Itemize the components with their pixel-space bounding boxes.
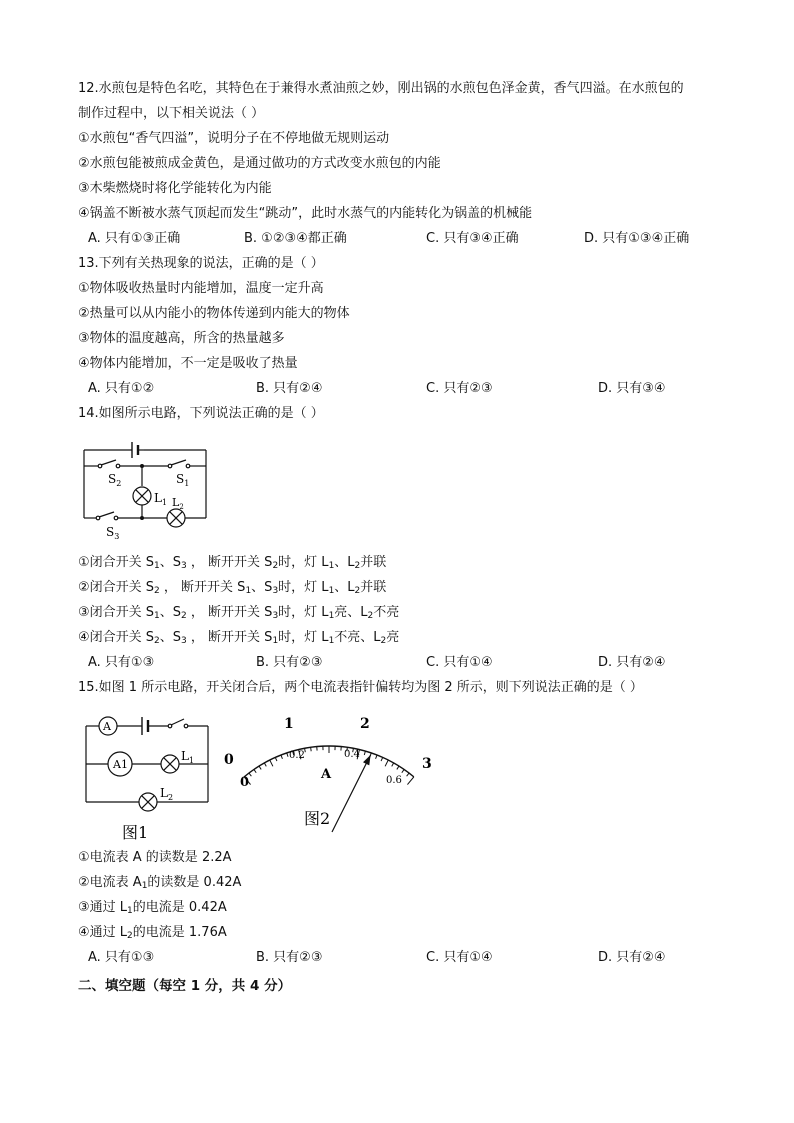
dial-label-bottom-2: 0.4	[344, 749, 360, 760]
s2-blade	[101, 460, 116, 465]
q12-stem-line1: 12.水煎包是特色名吃，其特色在于兼得水煮油煎之妙，刚出锅的水煎包色泽金黄，香气四溢。在水煎包的	[78, 81, 684, 96]
q14-options	[88, 654, 728, 672]
q13-statement-4: ④物体内能增加，不一定是吸收了热量	[78, 356, 298, 371]
dial-tick	[407, 777, 413, 785]
q15-option-d[interactable]: D. 只有②④	[598, 950, 666, 965]
dial-tick	[385, 760, 388, 766]
s1-blade	[171, 460, 186, 465]
q12-options	[88, 230, 728, 248]
junction-node	[140, 516, 144, 520]
l1-label: $L_1$	[154, 491, 168, 507]
q12-option-a[interactable]: A. 只有①③正确	[88, 231, 181, 246]
q15-statement-1: ①电流表 A 的读数是 2.2A	[78, 850, 232, 865]
q15-option-c[interactable]: C. 只有①④	[426, 950, 493, 965]
q12-statement-3: ③木柴燃烧时将化学能转化为内能	[78, 181, 272, 196]
q13-statement-1: ①物体吸收热量时内能增加，温度一定升高	[78, 281, 324, 296]
q12-statement-4: ④锅盖不断被水蒸气顶起而发生“跳动”，此时水蒸气的内能转化为锅盖的机械能	[78, 206, 533, 221]
q13-statement-3: ③物体的温度越高，所含的热量越多	[78, 331, 285, 346]
figure1-caption: 图1	[122, 823, 149, 842]
s1-label: $S_1$	[176, 472, 190, 488]
q14-option-a[interactable]: A. 只有①③	[88, 655, 155, 670]
q15-stem: 15.如图 1 所示电路，开关闭合后，两个电流表指针偏转均为图 2 所示，则下列说法正确的是（ ）	[78, 680, 643, 695]
dial-label-top-3: 3	[422, 756, 432, 772]
q12-stem-line2: 制作过程中，以下相关说法（ ）	[78, 106, 265, 121]
s3-blade	[99, 512, 114, 517]
q14-statement-4: ④闭合开关 $S_2$、$S_3$ ， 断开开关 $S_1$时，灯 $L_1$不亮、$L_2$亮	[78, 630, 400, 646]
q13-options	[88, 380, 728, 398]
q15-figure1-circuit	[80, 708, 220, 848]
q15-option-a[interactable]: A. 只有①③	[88, 950, 155, 965]
q12-statement-2: ②水煎包能被煎成金黄色，是通过做功的方式改变水煎包的内能	[78, 156, 441, 171]
q13-option-b[interactable]: B. 只有②④	[256, 381, 323, 396]
q14-circuit-diagram	[78, 432, 218, 544]
q15-statement-2: ②电流表 $A_1$的读数是 0.42A	[78, 875, 242, 891]
figure2-caption: 图2	[304, 809, 331, 828]
s1-contact	[186, 464, 190, 468]
q15-statement-4: ④通过 $L_2$的电流是 1.76A	[78, 925, 227, 941]
dial-needle	[332, 755, 371, 832]
l2-label: $L_2$	[172, 496, 184, 511]
q15-option-b[interactable]: B. 只有②③	[256, 950, 323, 965]
section-2-heading: 二、填空题（每空 1 分，共 4 分）	[78, 978, 292, 994]
l2-label: $L_2$	[160, 786, 174, 802]
s3-contact	[114, 516, 118, 520]
q13-statement-2: ②热量可以从内能小的物体传递到内能大的物体	[78, 306, 350, 321]
junction-node	[140, 464, 144, 468]
dial-tick	[270, 760, 273, 766]
dial-unit-label: A	[321, 767, 332, 782]
dial-label-top-0: 0	[224, 752, 234, 768]
q14-statement-3: ③闭合开关 $S_1$、$S_2$ ， 断开开关 $S_3$时，灯 $L_1$亮、$L_2$不亮	[78, 605, 400, 621]
q12-option-d[interactable]: D. 只有①③④正确	[584, 231, 690, 246]
q15-options	[88, 949, 728, 967]
q14-option-b[interactable]: B. 只有②③	[256, 655, 323, 670]
dial-needle-arrowhead	[363, 755, 371, 766]
dial-label-top-2: 2	[360, 716, 370, 732]
s2-label: $S_2$	[108, 472, 122, 488]
ammeter-a-label: A	[103, 720, 111, 733]
s3-label: $S_3$	[106, 525, 120, 541]
q14-option-d[interactable]: D. 只有②④	[598, 655, 666, 670]
q13-option-a[interactable]: A. 只有①②	[88, 381, 155, 396]
q14-statement-2: ②闭合开关 $S_2$ ， 断开开关 $S_1$、$S_3$时，灯 $L_1$、$L_2$并联	[78, 580, 387, 596]
q12-option-c[interactable]: C. 只有③④正确	[426, 231, 519, 246]
dial-label-bottom-1: 0.2	[289, 750, 305, 761]
ammeter-a1-label: A1	[113, 758, 128, 771]
q13-option-c[interactable]: C. 只有②③	[426, 381, 493, 396]
q12-statement-1: ①水煎包“香气四溢”，说明分子在不停地做无规则运动	[78, 131, 390, 146]
q15-figure2-ammeter-dial	[214, 708, 444, 838]
q14-option-c[interactable]: C. 只有①④	[426, 655, 493, 670]
q12-option-b[interactable]: B. ①②③④都正确	[244, 231, 347, 246]
dial-label-top-1: 1	[284, 716, 294, 732]
dial-label-bottom-3: 0.6	[386, 775, 402, 786]
l1-label: $L_1$	[181, 749, 195, 765]
switch-contact	[184, 724, 188, 728]
q14-statement-1: ①闭合开关 $S_1$、$S_3$ ， 断开开关 $S_2$时，灯 $L_1$、$L_2$并联	[78, 555, 387, 571]
q14-stem: 14.如图所示电路，下列说法正确的是（ ）	[78, 406, 324, 421]
s2-contact	[116, 464, 120, 468]
dial-label-bottom-0: 0	[240, 775, 250, 790]
q15-statement-3: ③通过 $L_1$的电流是 0.42A	[78, 900, 227, 916]
q13-stem: 13.下列有关热现象的说法，正确的是（ ）	[78, 256, 324, 271]
switch-blade	[171, 719, 184, 725]
q13-option-d[interactable]: D. 只有③④	[598, 381, 666, 396]
